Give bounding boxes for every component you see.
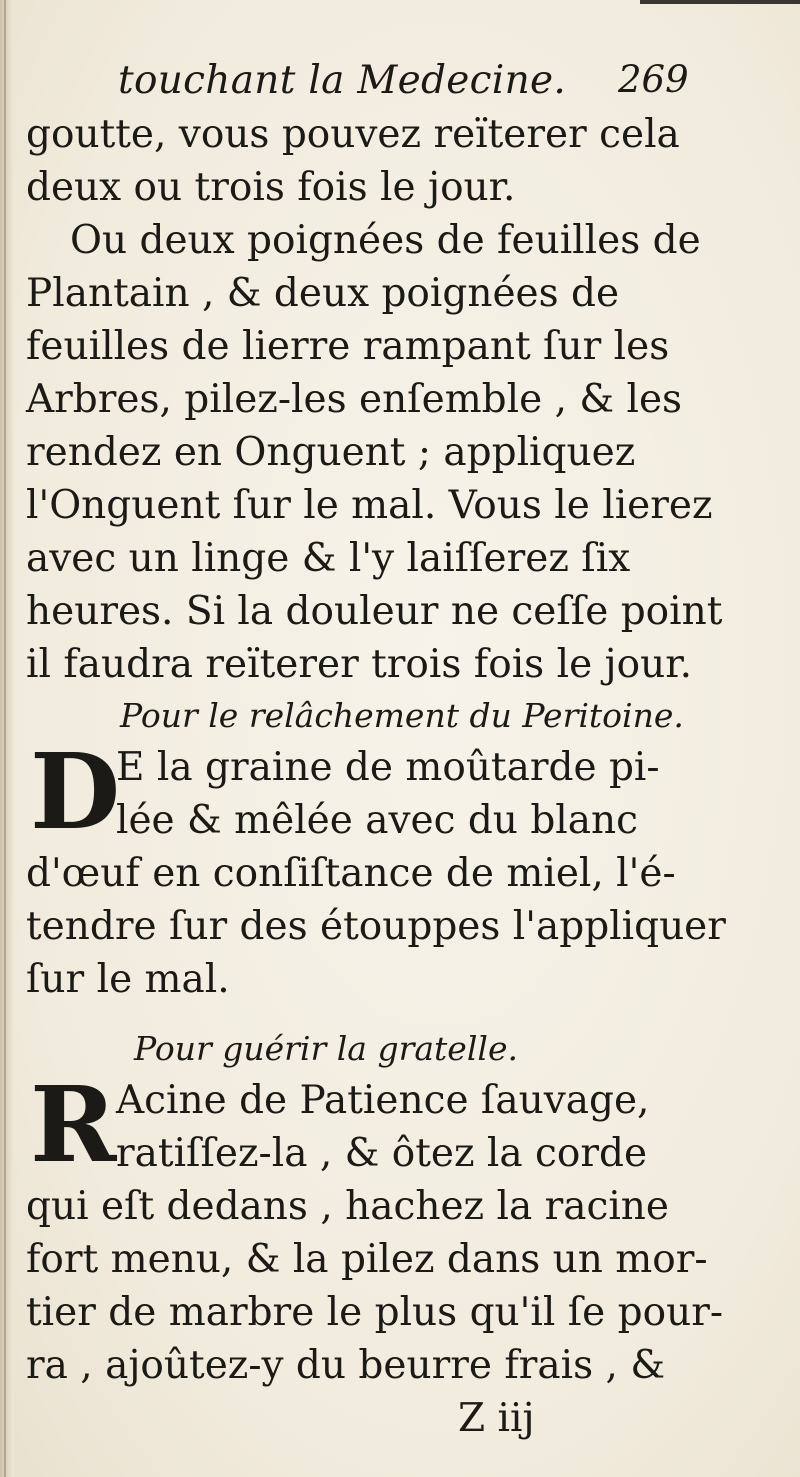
section-title: Pour le relâchement du Peritoine. [120, 696, 684, 735]
text-line: avec un linge & l'y laiſſerez ſix [26, 536, 631, 581]
page-gutter [0, 0, 14, 1477]
text-line: E la graine de moûtarde pi- [116, 745, 660, 790]
text-line: ra , ajoûtez-y du beurre frais , & [26, 1343, 666, 1388]
text-line: ratiſſez-la , & ôtez la corde [116, 1131, 648, 1176]
text-line: feuilles de lierre rampant ſur les [26, 324, 670, 369]
text-line: heures. Si la douleur ne ceſſe point [26, 589, 723, 634]
text-line: deux ou trois fois le jour. [26, 165, 516, 210]
page-body [26, 108, 726, 1445]
drop-cap-block [26, 1063, 726, 1186]
text-line: l'Onguent ſur le mal. Vous le lierez [26, 483, 713, 528]
text-line: tendre ſur des étouppes l'appliquer [26, 904, 726, 949]
text-line: Plantain , & deux poignées de [26, 271, 620, 316]
signature-mark: Z iij [458, 1396, 535, 1441]
drop-cap: R [30, 1063, 117, 1186]
text-line: Ou deux poignées de feuilles de [70, 218, 701, 263]
section-title: Pour guérir la gratelle. [134, 1029, 518, 1068]
drop-cap-block [26, 730, 726, 853]
page-header [0, 58, 800, 108]
drop-cap: D [30, 730, 121, 853]
text-line: qui eſt dedans , hachez la racine [26, 1184, 670, 1229]
page-top-edge [640, 0, 800, 4]
text-line: lée & mêlée avec du blanc [116, 798, 638, 843]
page-number: 269 [618, 58, 689, 101]
gutter-edge-line [4, 0, 6, 1477]
text-line: rendez en Onguent ; appliquez [26, 430, 636, 475]
text-line: il faudra reïterer trois fois le jour. [26, 642, 692, 687]
text-line: Arbres, pilez-les enſemble , & les [26, 377, 683, 422]
text-line: Acine de Patience ſauvage, [116, 1078, 650, 1123]
text-line: tier de marbre le plus qu'il ſe pour- [26, 1290, 724, 1335]
running-head: touchant la Medecine. [118, 58, 567, 103]
text-line: fort menu, & la pilez dans un mor- [26, 1237, 708, 1282]
text-line: d'œuf en conſiſtance de miel, l'é- [26, 851, 676, 896]
text-line: ſur le mal. [26, 957, 230, 1002]
text-line: goutte, vous pouvez reïterer cela [26, 112, 680, 157]
